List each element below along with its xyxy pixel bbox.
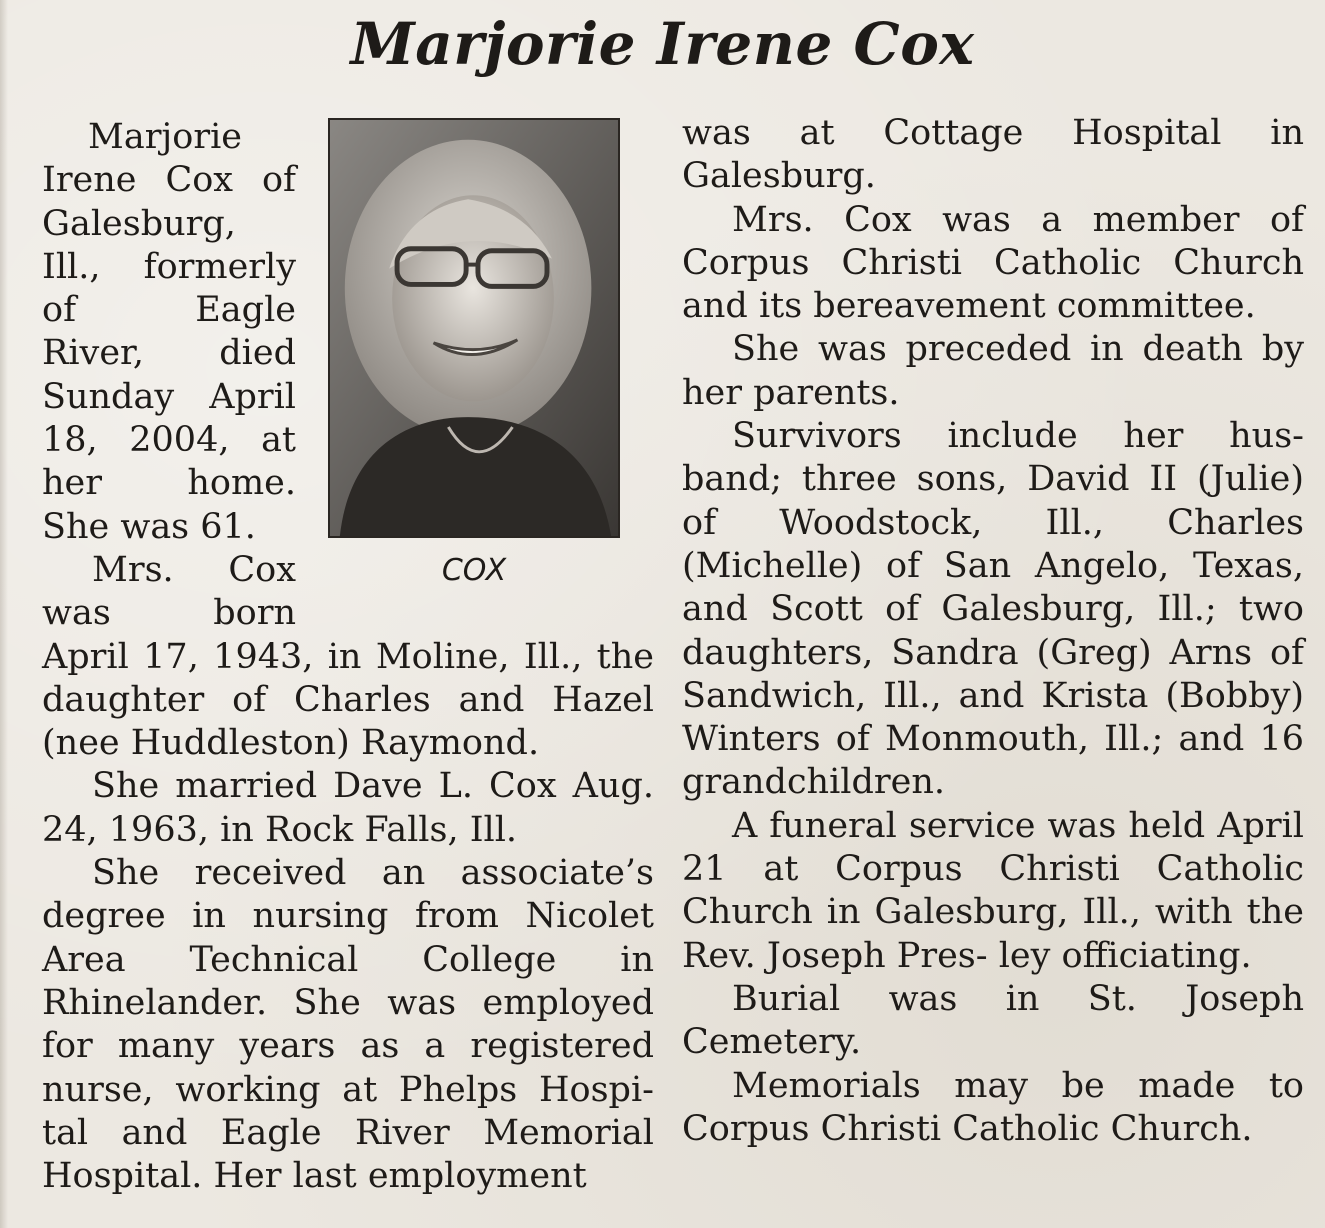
paragraph: She received an associate’s degree in nursing from Nicolet Area Technical College in Rhinelander. She was employed for many years as a registered nurse, working at Phelps Hospi- tal and Eagle River Memorial Hospital. Her last employment (42, 853, 654, 1197)
paragraph: She married Dave L. Cox Aug. 24, 1963, in Rock Falls, Ill. (42, 766, 654, 850)
portrait-photo (328, 118, 620, 538)
obituary-headline: Marjorie Irene Cox (350, 10, 975, 78)
paragraph: Survivors include her hus- band; three sons, David II (Julie) of Woodstock, Ill., Charles (Michelle) of San Angelo, Texas, and Scott of Galesburg, Ill.; two daughters, Sandra (Greg) Arns of Sandwich, Ill., and Krista (Bobby) Winters of Monmouth, Ill.; and 16 grandchildren. (682, 416, 1304, 803)
paper-edge-shadow (0, 0, 8, 1228)
paragraph: Mrs. Cox was born April 17, 1943, in Moline, Ill., the daughter of Charles and Hazel (nee Huddleston) Raymond. (42, 549, 654, 764)
paragraph: Mrs. Cox was a member of Corpus Christi Catholic Church and its bereavement committee. (682, 199, 1304, 327)
paragraph: Marjorie Irene Cox of Galesburg, Ill., formerly of Eagle River, died Sunday April 18, 2004, at her home. She was 61. (42, 117, 296, 547)
photo-caption: COX (441, 553, 507, 588)
paragraph: She was preceded in death by her parents. (682, 329, 1304, 413)
right-column (682, 112, 1304, 1151)
paragraph: was at Cottage Hospital in Galesburg. (682, 113, 1304, 197)
paragraph: A funeral service was held April 21 at Corpus Christi Catholic Church in Galesburg, Ill., with the Rev. Joseph Pres- ley officiating. (682, 805, 1304, 976)
paragraph: Burial was in St. Joseph Cemetery. (682, 978, 1304, 1063)
left-column (42, 116, 654, 1198)
portrait-block (320, 118, 654, 606)
paragraph: Memorials may be made to Corpus Christi Catholic Church. (682, 1065, 1304, 1149)
portrait-image (330, 120, 618, 536)
